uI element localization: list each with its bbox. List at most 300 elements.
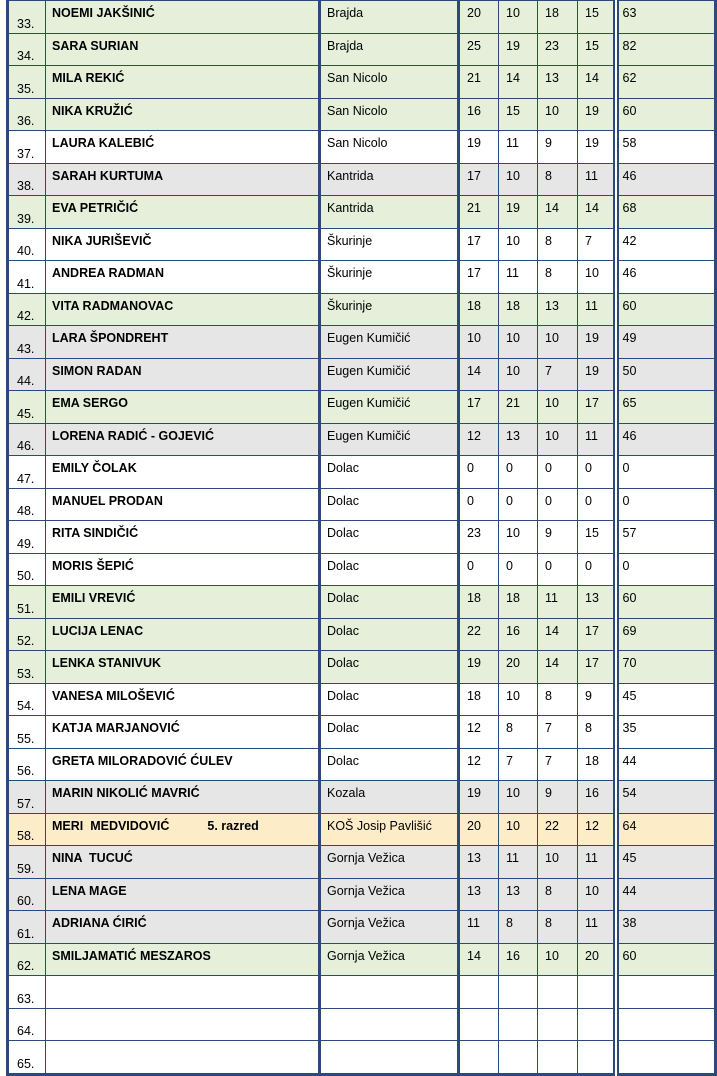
total-score-cell: 46: [616, 423, 716, 456]
score-3-cell: 8: [538, 911, 578, 944]
table-row: [8, 846, 716, 879]
score-4-cell: 10: [578, 261, 616, 294]
score-4-cell: 11: [578, 163, 616, 196]
school-cell: Kantrida: [320, 196, 459, 229]
student-name-cell: EMA SERGO: [46, 391, 320, 424]
school-cell: Gornja Vežica: [320, 943, 459, 976]
total-score-cell: [616, 1008, 716, 1041]
score-1-cell: 17: [459, 163, 499, 196]
total-score-cell: 62: [616, 66, 716, 99]
score-4-cell: 15: [578, 33, 616, 66]
score-1-cell: 19: [459, 131, 499, 164]
score-1-cell: 21: [459, 196, 499, 229]
score-2-cell: 13: [499, 423, 538, 456]
student-name-cell: NIKA KRUŽIĆ: [46, 98, 320, 131]
school-cell: [320, 1041, 459, 1075]
total-score-cell: 45: [616, 683, 716, 716]
row-number-cell: 35.: [8, 66, 46, 99]
score-4-cell: 11: [578, 911, 616, 944]
school-cell: Dolac: [320, 553, 459, 586]
total-score-cell: 58: [616, 131, 716, 164]
student-name-cell: LAURA KALEBIĆ: [46, 131, 320, 164]
score-4-cell: 19: [578, 326, 616, 359]
student-name-cell: LENKA STANIVUK: [46, 651, 320, 684]
table-row: [8, 261, 716, 294]
school-cell: Dolac: [320, 748, 459, 781]
score-3-cell: 7: [538, 748, 578, 781]
student-name-cell: EMILI VREVIĆ: [46, 586, 320, 619]
student-name: MERI MEDVIDOVIĆ: [52, 818, 170, 833]
student-name-cell: MARIN NIKOLIĆ MAVRIĆ: [46, 781, 320, 814]
table-row: [8, 131, 716, 164]
student-name-cell: NOEMI JAKŠINIĆ: [46, 1, 320, 34]
score-2-cell: 11: [499, 131, 538, 164]
school-cell: Eugen Kumičić: [320, 326, 459, 359]
score-1-cell: 0: [459, 488, 499, 521]
total-score-cell: 0: [616, 553, 716, 586]
school-cell: Dolac: [320, 651, 459, 684]
score-3-cell: 0: [538, 553, 578, 586]
student-name-cell: MORIS ŠEPIĆ: [46, 553, 320, 586]
total-score-cell: 44: [616, 748, 716, 781]
score-2-cell: 10: [499, 163, 538, 196]
table-row: [8, 943, 716, 976]
row-number-cell: 57.: [8, 781, 46, 814]
score-1-cell: 12: [459, 716, 499, 749]
student-name-cell: ADRIANA ĆIRIĆ: [46, 911, 320, 944]
row-number-cell: 54.: [8, 683, 46, 716]
score-3-cell: 8: [538, 878, 578, 911]
row-number-cell: 48.: [8, 488, 46, 521]
table-row: [8, 586, 716, 619]
row-number-cell: 40.: [8, 228, 46, 261]
score-1-cell: 12: [459, 423, 499, 456]
score-1-cell: 21: [459, 66, 499, 99]
row-number-cell: 59.: [8, 846, 46, 879]
score-1-cell: 22: [459, 618, 499, 651]
score-1-cell: 18: [459, 586, 499, 619]
score-3-cell: 8: [538, 683, 578, 716]
row-number-cell: 44.: [8, 358, 46, 391]
score-3-cell: 9: [538, 521, 578, 554]
table-row: [8, 391, 716, 424]
score-2-cell: 10: [499, 683, 538, 716]
row-number-cell: 39.: [8, 196, 46, 229]
school-cell: [320, 976, 459, 1009]
score-3-cell: 10: [538, 423, 578, 456]
student-name-cell: KATJA MARJANOVIĆ: [46, 716, 320, 749]
student-name-cell: SMILJAMATIĆ MESZAROS: [46, 943, 320, 976]
total-score-cell: 60: [616, 586, 716, 619]
score-4-cell: 20: [578, 943, 616, 976]
total-score-cell: 57: [616, 521, 716, 554]
school-cell: Eugen Kumičić: [320, 423, 459, 456]
score-3-cell: 0: [538, 488, 578, 521]
student-name-cell: LORENA RADIĆ - GOJEVIĆ: [46, 423, 320, 456]
table-row: [8, 33, 716, 66]
score-2-cell: 10: [499, 358, 538, 391]
total-score-cell: 70: [616, 651, 716, 684]
school-cell: Gornja Vežica: [320, 911, 459, 944]
score-1-cell: 11: [459, 911, 499, 944]
school-cell: Škurinje: [320, 261, 459, 294]
score-2-cell: 8: [499, 911, 538, 944]
score-2-cell: 10: [499, 813, 538, 846]
score-3-cell: 8: [538, 163, 578, 196]
student-name-cell: MILA REKIĆ: [46, 66, 320, 99]
table-row: [8, 293, 716, 326]
school-cell: Dolac: [320, 488, 459, 521]
score-4-cell: 17: [578, 651, 616, 684]
score-3-cell: 8: [538, 261, 578, 294]
score-2-cell: 7: [499, 748, 538, 781]
row-number-cell: 61.: [8, 911, 46, 944]
score-2-cell: 0: [499, 456, 538, 489]
score-1-cell: 12: [459, 748, 499, 781]
school-cell: Dolac: [320, 456, 459, 489]
school-cell: Brajda: [320, 1, 459, 34]
score-1-cell: 23: [459, 521, 499, 554]
score-3-cell: [538, 976, 578, 1009]
score-4-cell: 9: [578, 683, 616, 716]
row-number-cell: 36.: [8, 98, 46, 131]
score-2-cell: 10: [499, 326, 538, 359]
score-1-cell: 13: [459, 846, 499, 879]
score-2-cell: [499, 1008, 538, 1041]
score-2-cell: 16: [499, 618, 538, 651]
score-2-cell: 10: [499, 521, 538, 554]
row-number-cell: 42.: [8, 293, 46, 326]
row-number-cell: 64.: [8, 1008, 46, 1041]
score-4-cell: 8: [578, 716, 616, 749]
total-score-cell: 63: [616, 1, 716, 34]
score-3-cell: [538, 1008, 578, 1041]
table-row: [8, 1, 716, 34]
score-3-cell: [538, 1041, 578, 1075]
row-number-cell: 62.: [8, 943, 46, 976]
row-number-cell: 60.: [8, 878, 46, 911]
score-2-cell: 11: [499, 846, 538, 879]
score-2-cell: 10: [499, 1, 538, 34]
score-4-cell: 16: [578, 781, 616, 814]
total-score-cell: 42: [616, 228, 716, 261]
score-4-cell: 19: [578, 358, 616, 391]
score-1-cell: 0: [459, 456, 499, 489]
score-3-cell: 0: [538, 456, 578, 489]
school-cell: Eugen Kumičić: [320, 358, 459, 391]
row-number-cell: 52.: [8, 618, 46, 651]
grade-note: 5. razred: [207, 818, 259, 833]
student-name-cell: MANUEL PRODAN: [46, 488, 320, 521]
student-name-cell: LARA ŠPONDREHT: [46, 326, 320, 359]
total-score-cell: 45: [616, 846, 716, 879]
score-3-cell: 14: [538, 651, 578, 684]
total-score-cell: 46: [616, 163, 716, 196]
student-name-cell: [46, 1008, 320, 1041]
table-row: [8, 163, 716, 196]
score-1-cell: 10: [459, 326, 499, 359]
table-row: [8, 488, 716, 521]
row-number-cell: 34.: [8, 33, 46, 66]
total-score-cell: [616, 1041, 716, 1075]
student-name-cell: [46, 1041, 320, 1075]
school-cell: Eugen Kumičić: [320, 391, 459, 424]
results-table: [6, 0, 717, 1076]
school-cell: San Nicolo: [320, 131, 459, 164]
row-number-cell: 63.: [8, 976, 46, 1009]
score-3-cell: 10: [538, 846, 578, 879]
row-number-cell: 37.: [8, 131, 46, 164]
school-cell: Kozala: [320, 781, 459, 814]
student-name-cell: ANDREA RADMAN: [46, 261, 320, 294]
table-row: [8, 196, 716, 229]
score-4-cell: 0: [578, 488, 616, 521]
table-row: [8, 521, 716, 554]
score-3-cell: 14: [538, 618, 578, 651]
student-name-cell: VITA RADMANOVAC: [46, 293, 320, 326]
score-1-cell: 13: [459, 878, 499, 911]
row-number-cell: 38.: [8, 163, 46, 196]
score-2-cell: 10: [499, 781, 538, 814]
total-score-cell: [616, 976, 716, 1009]
school-cell: San Nicolo: [320, 66, 459, 99]
score-4-cell: 17: [578, 618, 616, 651]
row-number-cell: 51.: [8, 586, 46, 619]
score-4-cell: 14: [578, 196, 616, 229]
total-score-cell: 0: [616, 456, 716, 489]
table-row: [8, 618, 716, 651]
score-2-cell: 15: [499, 98, 538, 131]
total-score-cell: 49: [616, 326, 716, 359]
score-2-cell: 18: [499, 293, 538, 326]
total-score-cell: 44: [616, 878, 716, 911]
score-3-cell: 10: [538, 98, 578, 131]
score-1-cell: 20: [459, 1, 499, 34]
score-3-cell: 7: [538, 716, 578, 749]
score-2-cell: [499, 976, 538, 1009]
total-score-cell: 65: [616, 391, 716, 424]
row-number-cell: 56.: [8, 748, 46, 781]
score-4-cell: 18: [578, 748, 616, 781]
student-name-cell: EMILY ČOLAK: [46, 456, 320, 489]
school-cell: Dolac: [320, 521, 459, 554]
score-4-cell: 15: [578, 1, 616, 34]
total-score-cell: 54: [616, 781, 716, 814]
table-row: [8, 781, 716, 814]
score-3-cell: 13: [538, 293, 578, 326]
score-4-cell: 19: [578, 131, 616, 164]
score-3-cell: 13: [538, 66, 578, 99]
school-cell: San Nicolo: [320, 98, 459, 131]
score-2-cell: 19: [499, 33, 538, 66]
score-4-cell: 0: [578, 553, 616, 586]
score-1-cell: 18: [459, 683, 499, 716]
score-1-cell: 19: [459, 781, 499, 814]
student-name-cell: SARAH KURTUMA: [46, 163, 320, 196]
table-row: [8, 228, 716, 261]
student-name-cell: NINA TUCUĆ: [46, 846, 320, 879]
score-4-cell: 11: [578, 423, 616, 456]
row-number-cell: 53.: [8, 651, 46, 684]
student-name-cell: VANESA MILOŠEVIĆ: [46, 683, 320, 716]
school-cell: [320, 1008, 459, 1041]
school-cell: Dolac: [320, 716, 459, 749]
table-row: [8, 423, 716, 456]
score-4-cell: [578, 1008, 616, 1041]
table-row: [8, 683, 716, 716]
score-1-cell: 18: [459, 293, 499, 326]
score-3-cell: 23: [538, 33, 578, 66]
score-3-cell: 10: [538, 326, 578, 359]
score-4-cell: 17: [578, 391, 616, 424]
score-2-cell: 16: [499, 943, 538, 976]
school-cell: Brajda: [320, 33, 459, 66]
score-4-cell: 14: [578, 66, 616, 99]
score-3-cell: 9: [538, 781, 578, 814]
score-4-cell: [578, 976, 616, 1009]
row-number-cell: 55.: [8, 716, 46, 749]
school-cell: Gornja Vežica: [320, 878, 459, 911]
table-row: [8, 1008, 716, 1041]
student-name-cell: GRETA MILORADOVIĆ ĆULEV: [46, 748, 320, 781]
total-score-cell: 0: [616, 488, 716, 521]
score-2-cell: 0: [499, 488, 538, 521]
total-score-cell: 82: [616, 33, 716, 66]
score-1-cell: 17: [459, 228, 499, 261]
student-name-cell: LENA MAGE: [46, 878, 320, 911]
score-1-cell: 19: [459, 651, 499, 684]
row-number-cell: 45.: [8, 391, 46, 424]
score-4-cell: 12: [578, 813, 616, 846]
score-4-cell: [578, 1041, 616, 1075]
student-name-cell: [46, 813, 320, 846]
table-row: [8, 976, 716, 1009]
school-cell: KOŠ Josip Pavlišić: [320, 813, 459, 846]
school-cell: Dolac: [320, 586, 459, 619]
student-name-cell: SARA SURIAN: [46, 33, 320, 66]
table-row: [8, 456, 716, 489]
score-4-cell: 19: [578, 98, 616, 131]
total-score-cell: 69: [616, 618, 716, 651]
total-score-cell: 68: [616, 196, 716, 229]
row-number-cell: 41.: [8, 261, 46, 294]
score-4-cell: 0: [578, 456, 616, 489]
total-score-cell: 46: [616, 261, 716, 294]
score-2-cell: [499, 1041, 538, 1075]
score-3-cell: 11: [538, 586, 578, 619]
student-name-cell: [46, 976, 320, 1009]
student-name-cell: LUCIJA LENAC: [46, 618, 320, 651]
score-1-cell: 14: [459, 943, 499, 976]
total-score-cell: 60: [616, 98, 716, 131]
table-row: [8, 748, 716, 781]
table-row: [8, 651, 716, 684]
table-row: [8, 358, 716, 391]
row-number-cell: 43.: [8, 326, 46, 359]
total-score-cell: 50: [616, 358, 716, 391]
score-4-cell: 13: [578, 586, 616, 619]
score-2-cell: 0: [499, 553, 538, 586]
school-cell: Kantrida: [320, 163, 459, 196]
total-score-cell: 35: [616, 716, 716, 749]
table-row: [8, 1041, 716, 1075]
row-number-cell: 33.: [8, 1, 46, 34]
score-4-cell: 11: [578, 846, 616, 879]
table-row: [8, 66, 716, 99]
score-2-cell: 19: [499, 196, 538, 229]
total-score-cell: 64: [616, 813, 716, 846]
score-1-cell: 17: [459, 391, 499, 424]
school-cell: Dolac: [320, 618, 459, 651]
table-row: [8, 326, 716, 359]
score-1-cell: [459, 1008, 499, 1041]
score-1-cell: 20: [459, 813, 499, 846]
row-number-cell: 58.: [8, 813, 46, 846]
row-number-cell: 46.: [8, 423, 46, 456]
score-1-cell: 25: [459, 33, 499, 66]
score-1-cell: 17: [459, 261, 499, 294]
score-3-cell: 14: [538, 196, 578, 229]
score-3-cell: 10: [538, 943, 578, 976]
student-name-cell: RITA SINDIČIĆ: [46, 521, 320, 554]
score-2-cell: 11: [499, 261, 538, 294]
student-name-cell: NIKA JURIŠEVIČ: [46, 228, 320, 261]
score-4-cell: 7: [578, 228, 616, 261]
score-3-cell: 22: [538, 813, 578, 846]
total-score-cell: 60: [616, 293, 716, 326]
score-3-cell: 9: [538, 131, 578, 164]
school-cell: Škurinje: [320, 293, 459, 326]
score-2-cell: 14: [499, 66, 538, 99]
score-1-cell: 0: [459, 553, 499, 586]
score-2-cell: 13: [499, 878, 538, 911]
score-1-cell: [459, 976, 499, 1009]
table-row: [8, 911, 716, 944]
score-3-cell: 8: [538, 228, 578, 261]
results-table-body: [8, 1, 716, 1075]
score-2-cell: 20: [499, 651, 538, 684]
table-row: [8, 878, 716, 911]
score-4-cell: 11: [578, 293, 616, 326]
total-score-cell: 60: [616, 943, 716, 976]
student-name-cell: SIMON RADAN: [46, 358, 320, 391]
score-3-cell: 7: [538, 358, 578, 391]
row-number-cell: 50.: [8, 553, 46, 586]
score-1-cell: [459, 1041, 499, 1075]
school-cell: Škurinje: [320, 228, 459, 261]
table-row: [8, 716, 716, 749]
table-row: [8, 98, 716, 131]
row-number-cell: 65.: [8, 1041, 46, 1075]
school-cell: Gornja Vežica: [320, 846, 459, 879]
score-4-cell: 15: [578, 521, 616, 554]
score-2-cell: 10: [499, 228, 538, 261]
school-cell: Dolac: [320, 683, 459, 716]
total-score-cell: 38: [616, 911, 716, 944]
score-2-cell: 18: [499, 586, 538, 619]
score-1-cell: 16: [459, 98, 499, 131]
table-row: [8, 813, 716, 846]
student-name-cell: EVA PETRIČIĆ: [46, 196, 320, 229]
score-2-cell: 21: [499, 391, 538, 424]
score-3-cell: 18: [538, 1, 578, 34]
score-2-cell: 8: [499, 716, 538, 749]
table-row: [8, 553, 716, 586]
score-4-cell: 10: [578, 878, 616, 911]
score-3-cell: 10: [538, 391, 578, 424]
row-number-cell: 49.: [8, 521, 46, 554]
row-number-cell: 47.: [8, 456, 46, 489]
